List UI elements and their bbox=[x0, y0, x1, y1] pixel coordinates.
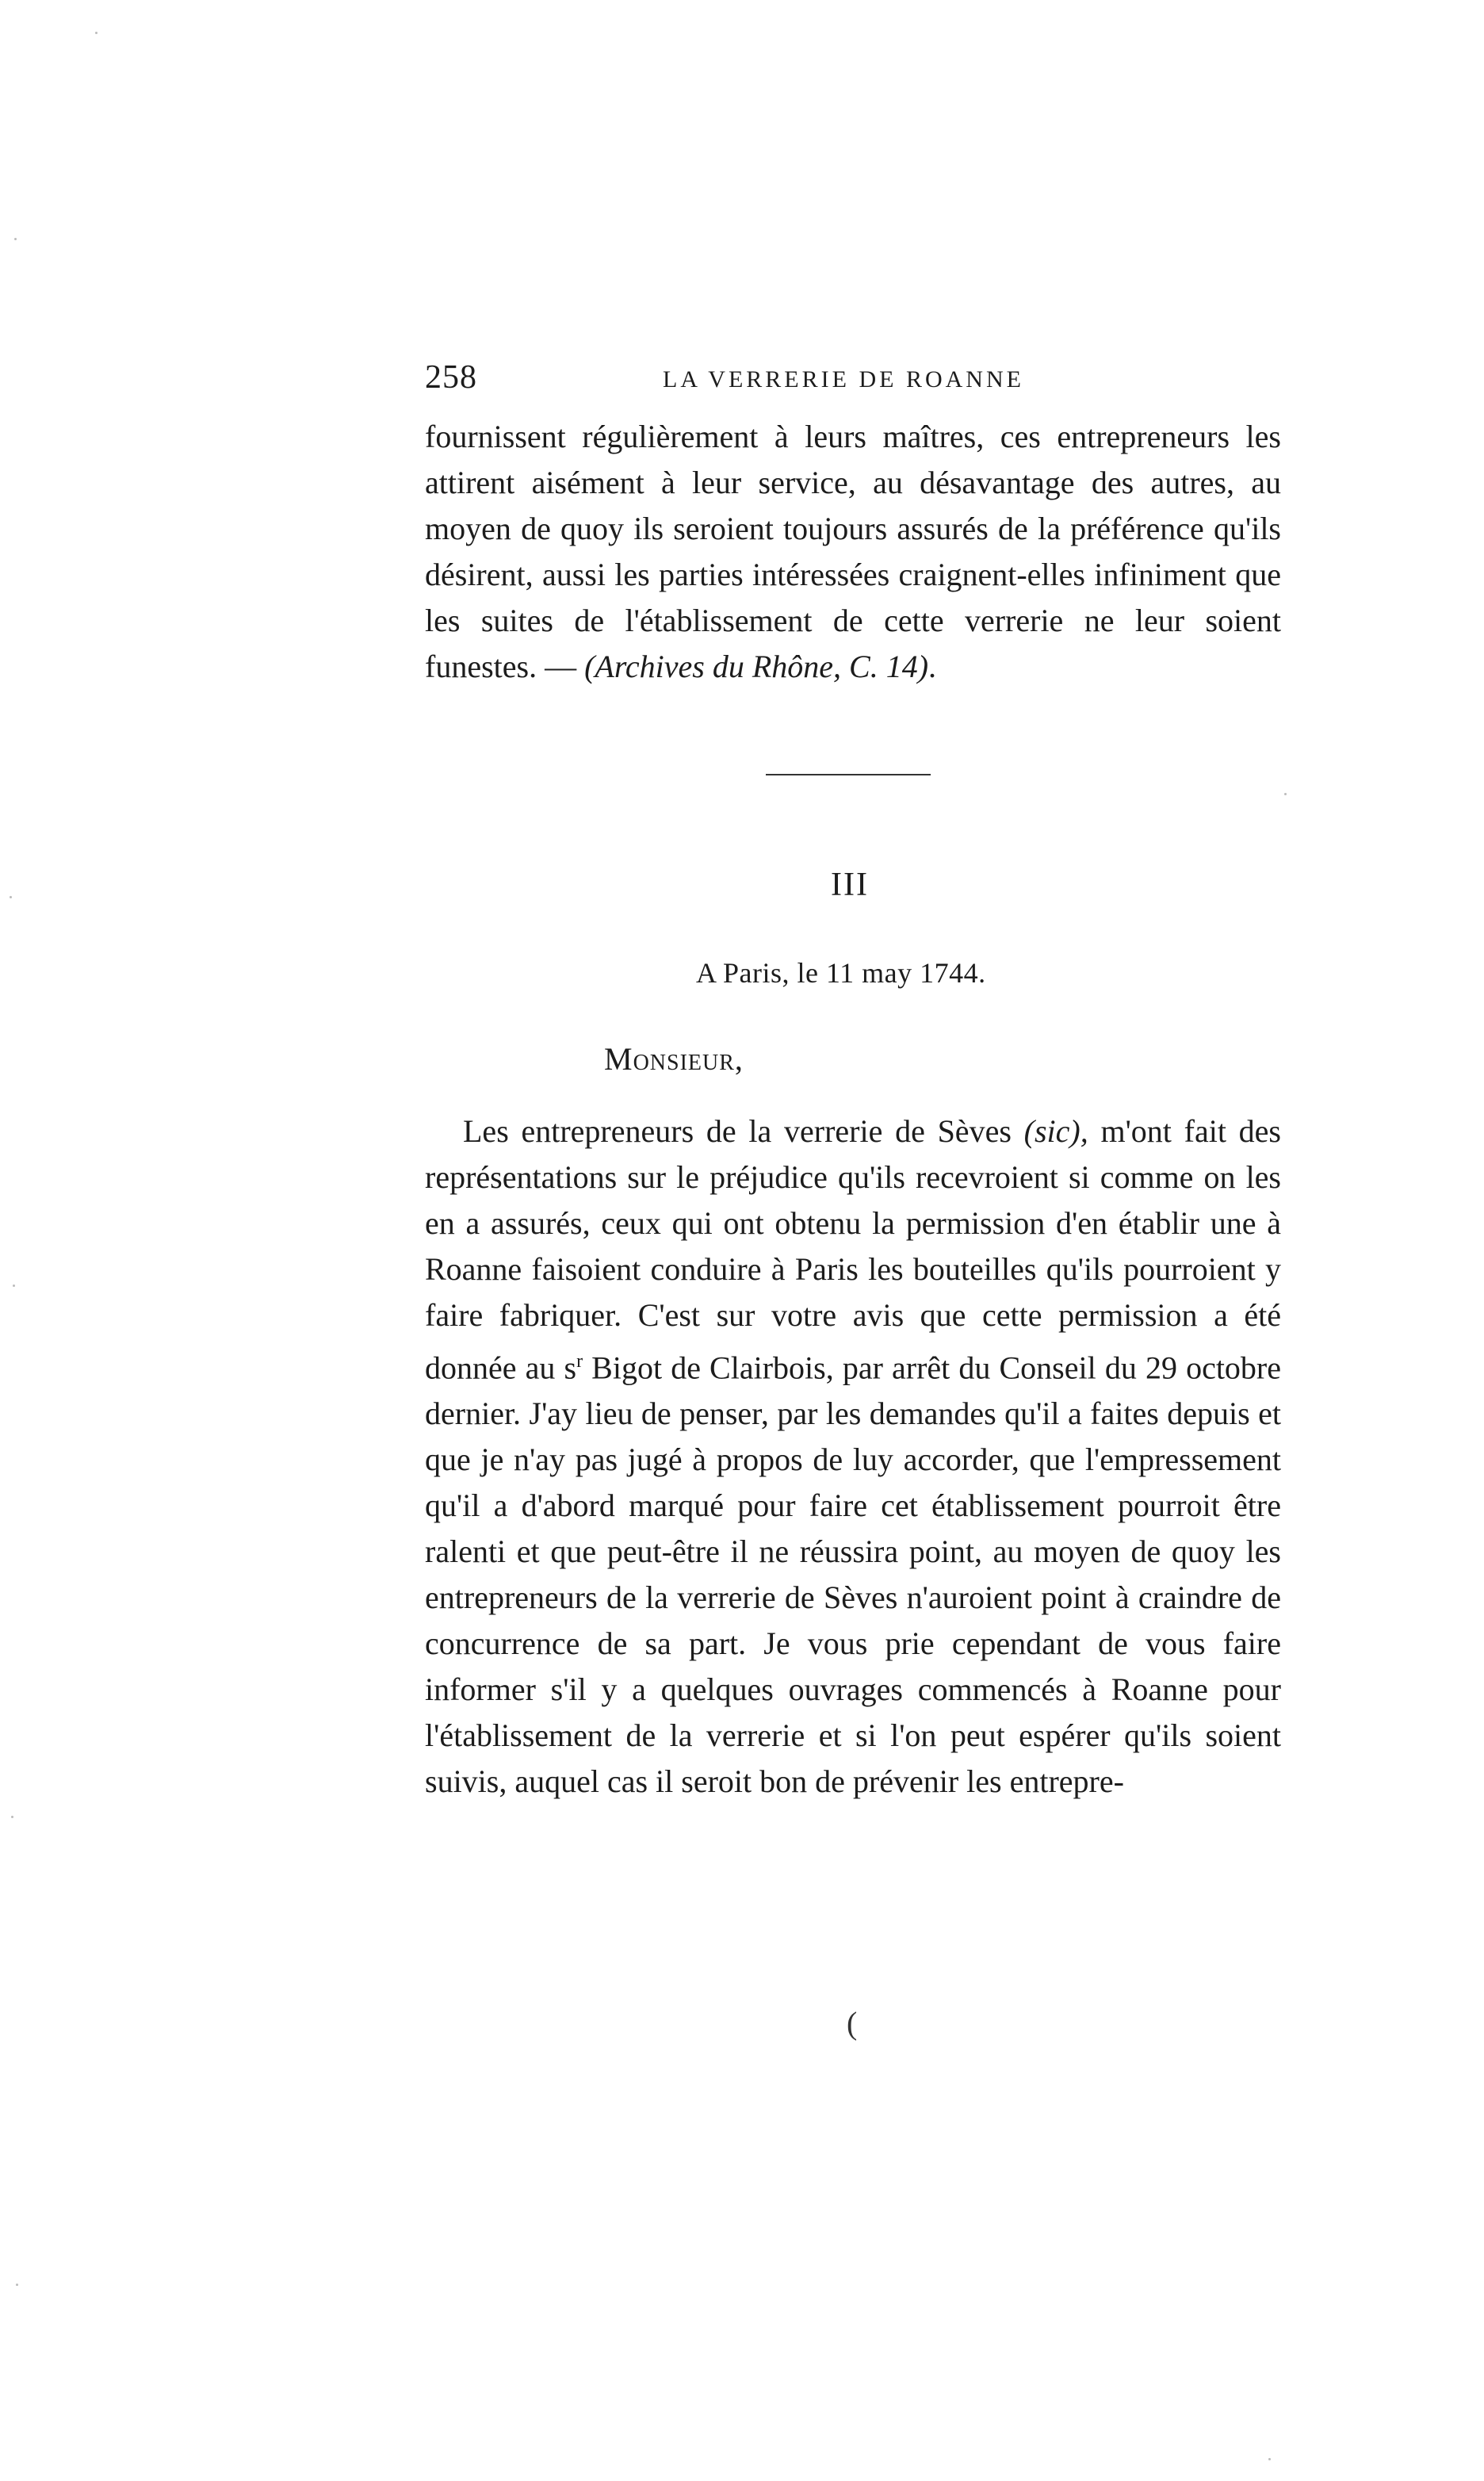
continued-paragraph bbox=[425, 414, 1281, 690]
paper-speck bbox=[1284, 793, 1287, 795]
letter-dateline: A Paris, le 11 may 1744. bbox=[696, 957, 986, 989]
paper-speck bbox=[13, 1285, 15, 1287]
paper-speck bbox=[11, 1816, 13, 1818]
letter-text-1: Les entrepreneurs de la verrerie de Sèves bbox=[463, 1113, 1024, 1149]
paragraph-end: . bbox=[928, 649, 937, 684]
letter-body bbox=[425, 1108, 1281, 1805]
paragraph-body: fournissent régulièrement à leurs maîtres, ces entrepreneurs les attirent aisément à leur service, au désavantage des autres, au moyen de quoy ils seroient toujours assurés de la préférence qu'ils désirent, aussi les parties intéressées craignent-elles infiniment que les suites de l'établissement de cette verrerie ne leur soient funestes. — bbox=[425, 419, 1281, 684]
stray-ink-mark: ( bbox=[847, 2005, 858, 2041]
paper-speck bbox=[1268, 2458, 1271, 2460]
letter-paragraph bbox=[425, 1108, 1281, 1805]
section-number: III bbox=[831, 867, 869, 903]
section-divider bbox=[766, 774, 931, 775]
archive-citation: (Archives du Rhône, C. 14) bbox=[584, 649, 929, 684]
sic-note: (sic), bbox=[1023, 1113, 1088, 1149]
page-number: 258 bbox=[425, 359, 477, 396]
paper-speck bbox=[16, 2284, 18, 2286]
letter-text-2: m'ont fait des représentations sur le préjudice qu'ils recevroient si comme on les en a assurés, ceux qui ont obtenu la permission d'en établir une à Roanne faisoient conduire à Paris les bouteilles qu'ils pourroient y faire fabriquer. C'est sur votre avis que cette permission a été donnée au s bbox=[425, 1113, 1281, 1386]
running-title: LA VERRERIE DE ROANNE bbox=[663, 366, 1024, 392]
letter-text-3: Bigot de Clairbois, par arrêt du Conseil du 29 octobre dernier. J'ay lieu de penser, par les demandes qu'il a faites depuis et que je n'ay pas jugé à propos de luy accorder, que l'empressement qu'il a d'abord marqué pour faire cet établissement pourroit être ralenti et que peut-être il ne réussira point, au moyen de quoy les entrepreneurs de la verrerie de Sèves n'auroient point à craindre de concurrence de sa part. Je vous prie cependant de vous faire informer s'il y a quelques ouvrages commencés à Roanne pour l'établissement de la verrerie et si l'on peut espérer qu'ils soient suivis, auquel cas il seroit bon de prévenir les entrepre- bbox=[425, 1350, 1282, 1800]
paper-speck bbox=[10, 896, 12, 898]
paper-speck bbox=[95, 32, 98, 34]
paper-speck bbox=[14, 238, 17, 240]
letter-salutation: Monsieur, bbox=[604, 1041, 744, 1077]
paragraph-text bbox=[425, 414, 1281, 690]
running-head bbox=[425, 358, 1281, 406]
superscript-r: r bbox=[576, 1351, 583, 1372]
